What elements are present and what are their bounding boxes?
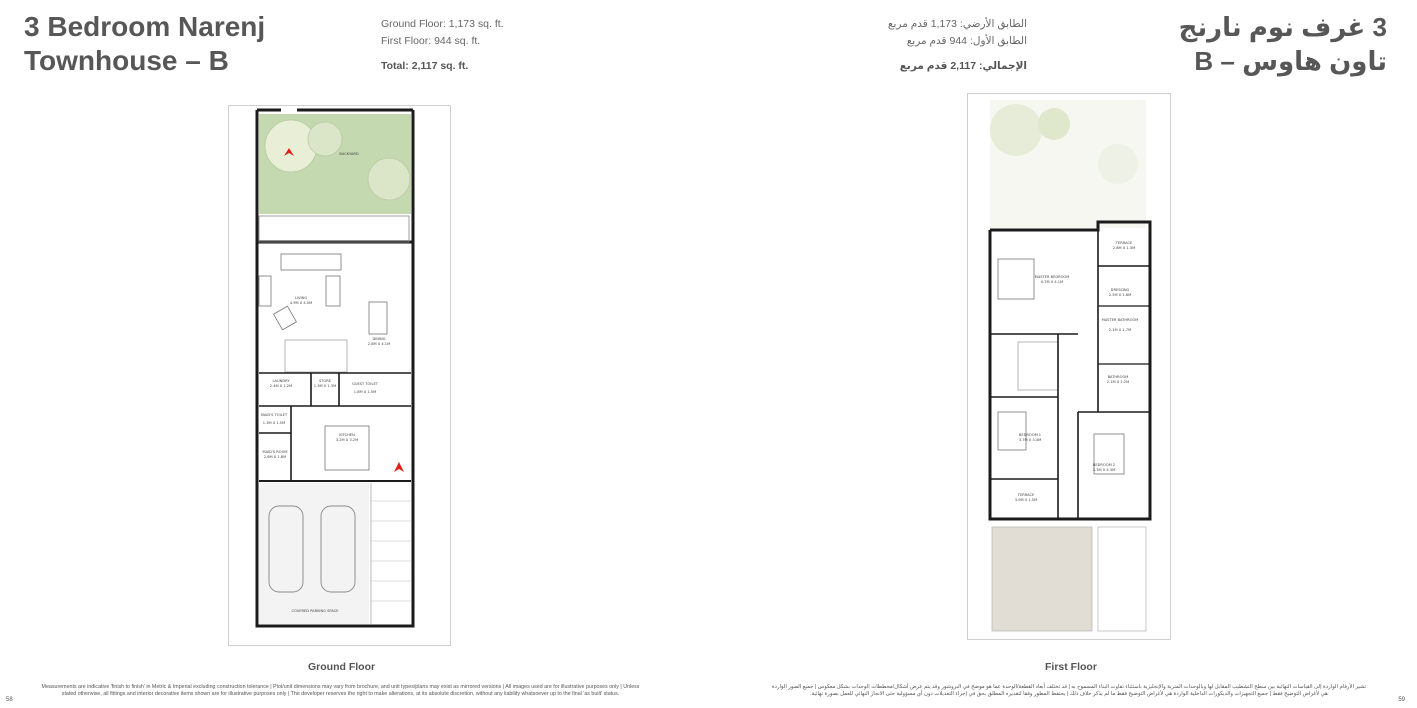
room-size: 2.8M X 4.1M — [367, 342, 391, 346]
ground-floor-area: Ground Floor: 1,173 sq. ft. — [381, 18, 504, 30]
bed-icon — [998, 412, 1026, 450]
room-size: 2.6M X 1.8M — [263, 455, 287, 459]
room-label: MAID'S TOILET — [260, 413, 288, 417]
area-summary-english — [381, 16, 504, 75]
room-label: BEDROOM 2 — [1092, 463, 1116, 467]
total-area: Total: 2,117 sq. ft. — [381, 60, 469, 72]
room-size: 2.5M X 1.6M — [1108, 293, 1132, 297]
room-label: LIVING — [294, 296, 308, 300]
disclaimer-arabic: تشير الأرقام الواردة إلى القياسات النهائية بين سطح التشطيب المقابل لها وبالوحدات المترية والإنجليزية باستثناء تفاوت البناء المسموح به | قد تختلف أبعاد القطعة/الوحدة عما هو موضح في البروشور وقد يتم عرض أشكال/مخططات الوحدات بشكل معكوس | جميع الصور الواردة هي لأغراض التوضيح فقط | جميع التجهيزات والديكورات الداخلية الواردة هي لأغراض التوضيح فقط ما لم يذكر خلاف ذلك | يحتفظ المطور وفقا لتقديره المطلق بحق في إجراء التعديلات دون أي مسؤولية حتى الانجاز النهائي للعمل بصورة نهائية. — [771, 684, 1367, 697]
tree-icon — [308, 122, 342, 156]
total-area-ar: الإجمالي: 2,117 قدم مربع — [899, 60, 1027, 72]
room-size: 2.4M X 1.2M — [269, 384, 293, 388]
tree-icon — [1038, 108, 1070, 140]
room-size: 1.3M X 1.5M — [262, 421, 286, 425]
room-label: MASTER BATHROOM — [1101, 318, 1139, 322]
room-label: TERRACE — [1115, 241, 1133, 245]
room-size: 3.2M X 3.2M — [335, 438, 359, 442]
room-size: 1.3M X 1.3M — [313, 384, 337, 388]
first-floor-caption: First Floor — [1045, 661, 1097, 673]
room-label: GUEST TOILET — [352, 382, 378, 386]
staircase — [1018, 342, 1058, 390]
room-size: 2.1M X 2.2M — [1106, 380, 1130, 384]
room-size: 1.8M X 1.5M — [353, 390, 377, 394]
room-size: 2.8M X 1.3M — [1112, 246, 1136, 250]
first-floor-area-ar: الطابق الأول: 944 قدم مربع — [906, 35, 1027, 47]
room-size: 4.7M X 4.1M — [1040, 280, 1064, 284]
ground-floor-drawing — [229, 106, 450, 645]
room-label: TERRACE — [1017, 493, 1035, 497]
ground-floor-area-ar: الطابق الأرضي: 1,173 قدم مربع — [887, 18, 1027, 30]
room-label: MASTER BEDROOM — [1034, 275, 1070, 279]
page-number-right: 59 — [1398, 697, 1405, 703]
tree-icon — [990, 104, 1042, 156]
staircase — [285, 340, 347, 372]
room-label: DRESSING — [1110, 288, 1130, 292]
room-label: STORE — [318, 379, 332, 383]
room-size: 2.1M X 1.7M — [1108, 328, 1132, 332]
room-label: BACKYARD — [339, 152, 359, 156]
room-size: 3.3M X 4.3M — [1092, 468, 1116, 472]
room-label: COVERED PARKING SPACE — [291, 609, 339, 613]
page-title-arabic: 3 غرف نوم نارنج تاون هاوس – B — [1178, 12, 1387, 76]
bed-icon — [998, 259, 1034, 299]
first-floor-area: First Floor: 944 sq. ft. — [381, 35, 481, 47]
parking-area — [259, 483, 369, 624]
page-number-left: 58 — [6, 697, 13, 703]
page-title-english: 3 Bedroom Narenj Townhouse – B — [24, 11, 266, 76]
area-summary-arabic — [888, 16, 1027, 75]
first-floor-plan — [967, 93, 1171, 640]
room-label: LAUNDRY — [272, 379, 290, 383]
room-size: 4.9M X 4.0M — [289, 301, 313, 305]
room-label: MAID'S ROOM — [262, 450, 288, 454]
tree-icon — [368, 158, 410, 200]
room-label: BATHROOM — [1107, 375, 1129, 379]
first-floor-drawing — [968, 94, 1170, 639]
entrance-arrow-icon — [394, 462, 404, 472]
room-label: BEDROOM 1 — [1018, 433, 1042, 437]
ground-floor-plan — [228, 105, 451, 646]
tree-icon — [1098, 144, 1138, 184]
room-label: DINING — [372, 337, 386, 341]
ground-floor-caption: Ground Floor — [308, 661, 376, 673]
room-size: 3.9M X 1.5M — [1014, 498, 1038, 502]
room-size: 3.7M X 3.4M — [1018, 438, 1042, 442]
disclaimer-english: Measurements are indicative 'finish to finish' in Metric & Imperial excluding construction tolerance | Plot/unit dimensions may vary from brochure, and unit types/plans may exist as mirrored versions | All images used are for illustrative purposes only | Unless stated otherwise, all fittings and interior decorative items shown are for illustrative purposes only | The developer reserves the right to make alterations, at its absolute discretion, without any liability whatsoever up to the final 'as built' status. — [41, 684, 640, 697]
roof-gravel — [992, 527, 1092, 631]
room-label: KITCHEN — [339, 433, 355, 437]
